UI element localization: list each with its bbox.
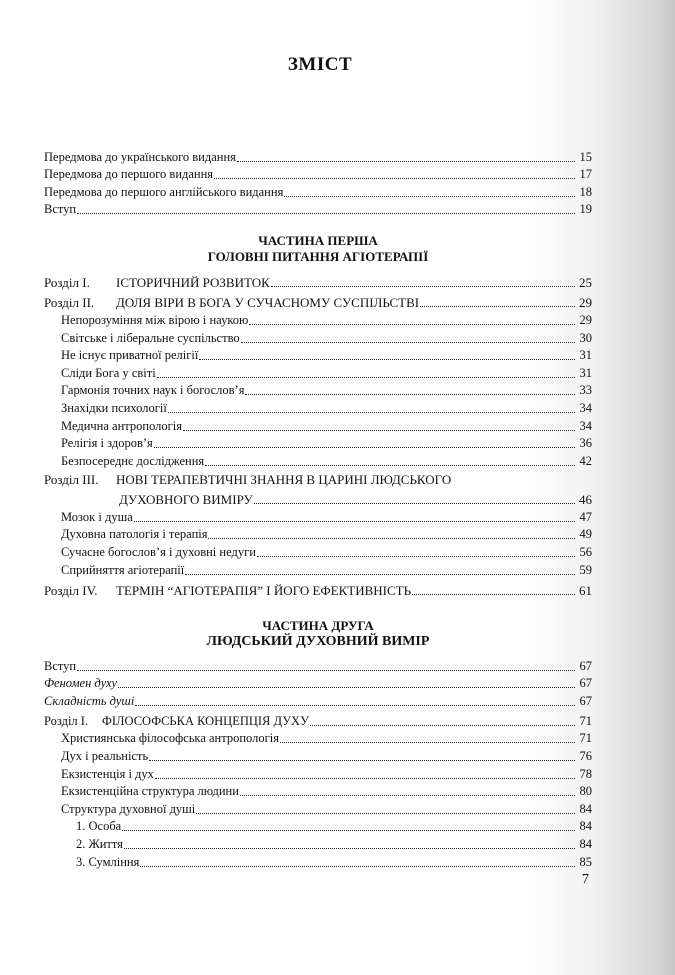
toc-subentry[interactable]: Безпосереднє дослідження 42 xyxy=(61,453,592,468)
section-entry[interactable]: Розділ I. ІСТОРИЧНИЙ РОЗВИТОК 25 xyxy=(44,274,592,290)
toc-entry[interactable]: Вступ 19 xyxy=(44,202,592,217)
toc-subentry[interactable]: Світське і ліберальне суспільство 30 xyxy=(61,330,592,345)
section-entry[interactable]: Розділ II. ДОЛЯ ВІРИ В БОГА У СУЧАСНОМУ СУСПІЛЬСТВІ 29 xyxy=(44,295,592,311)
toc-subentry[interactable]: Медична антропологія 34 xyxy=(61,418,592,433)
toc-subentry[interactable]: Екзистенція і дух 78 xyxy=(61,766,592,781)
section-entry[interactable]: Розділ I. ФІЛОСОФСЬКА КОНЦЕПЦІЯ ДУХУ 71 xyxy=(44,713,592,728)
toc-subentry[interactable]: Гармонія точних наук і богослов’я 33 xyxy=(61,383,592,398)
part-one-heading: ЧАСТИНА ПЕРША ГОЛОВНІ ПИТАННЯ АГІОТЕРАПІЇ xyxy=(207,233,429,265)
toc-subentry[interactable]: Непорозуміння між вірою і наукою 29 xyxy=(61,312,592,327)
toc-entry[interactable]: Передмова до першого англійського видання 18 xyxy=(44,184,592,199)
table-of-contents xyxy=(44,147,592,870)
toc-subsubentry[interactable]: 2. Життя 84 xyxy=(76,837,592,852)
section-entry-continued[interactable]: ДУХОВНОГО ВИМІРУ 46 xyxy=(119,492,592,508)
toc-subentry[interactable]: Сприйняття агіотерапії 59 xyxy=(61,562,592,577)
toc-subentry[interactable]: Мозок і душа 47 xyxy=(61,509,592,524)
toc-subentry[interactable]: Екзистенційна структура людини 80 xyxy=(61,784,592,799)
toc-subentry[interactable]: Не існує приватної релігії 31 xyxy=(61,348,592,363)
toc-subentry[interactable]: Сліди Бога у світі 31 xyxy=(61,365,592,380)
page-number: 7 xyxy=(582,872,589,887)
toc-subentry[interactable]: Структура духовної душі 84 xyxy=(61,801,592,816)
toc-entry[interactable]: Передмова до українського видання 15 xyxy=(44,149,592,164)
toc-entry[interactable]: Вступ 67 xyxy=(44,658,592,673)
toc-entry[interactable]: Феномен духу 67 xyxy=(44,676,592,691)
toc-subsubentry[interactable]: 3. Сумління 85 xyxy=(76,854,592,869)
toc-subentry[interactable]: Сучасне богослов’я і духовні недуги 56 xyxy=(61,545,592,559)
section-entry[interactable]: Розділ IV. ТЕРМІН “АГІОТЕРАПІЯ” І ЙОГО ЕФЕКТИВНІСТЬ 61 xyxy=(44,583,592,599)
toc-subsubentry[interactable]: 1. Особа 84 xyxy=(76,819,592,834)
toc-subentry[interactable]: Християнська філософська антропологія 71 xyxy=(61,731,592,746)
section-entry[interactable]: Розділ III. НОВІ ТЕРАПЕВТИЧНІ ЗНАННЯ В ЦАРИНІ ЛЮДСЬКОГО xyxy=(44,471,452,487)
toc-subentry[interactable]: Духовна патологія і терапія 49 xyxy=(61,527,592,542)
toc-subentry[interactable]: Дух і реальність 76 xyxy=(61,749,592,764)
part-two-heading: ЧАСТИНА ДРУГА ЛЮДСЬКИЙ ДУХОВНИЙ ВИМІР xyxy=(206,618,430,650)
toc-entry[interactable]: Складність душі 67 xyxy=(44,693,592,708)
toc-entry[interactable]: Передмова до першого видання 17 xyxy=(44,167,592,182)
page-title: ЗМІСТ xyxy=(287,54,353,75)
toc-subentry[interactable]: Знахідки психології 34 xyxy=(61,400,592,415)
toc-subentry[interactable]: Релігія і здоров’я 36 xyxy=(61,436,592,451)
